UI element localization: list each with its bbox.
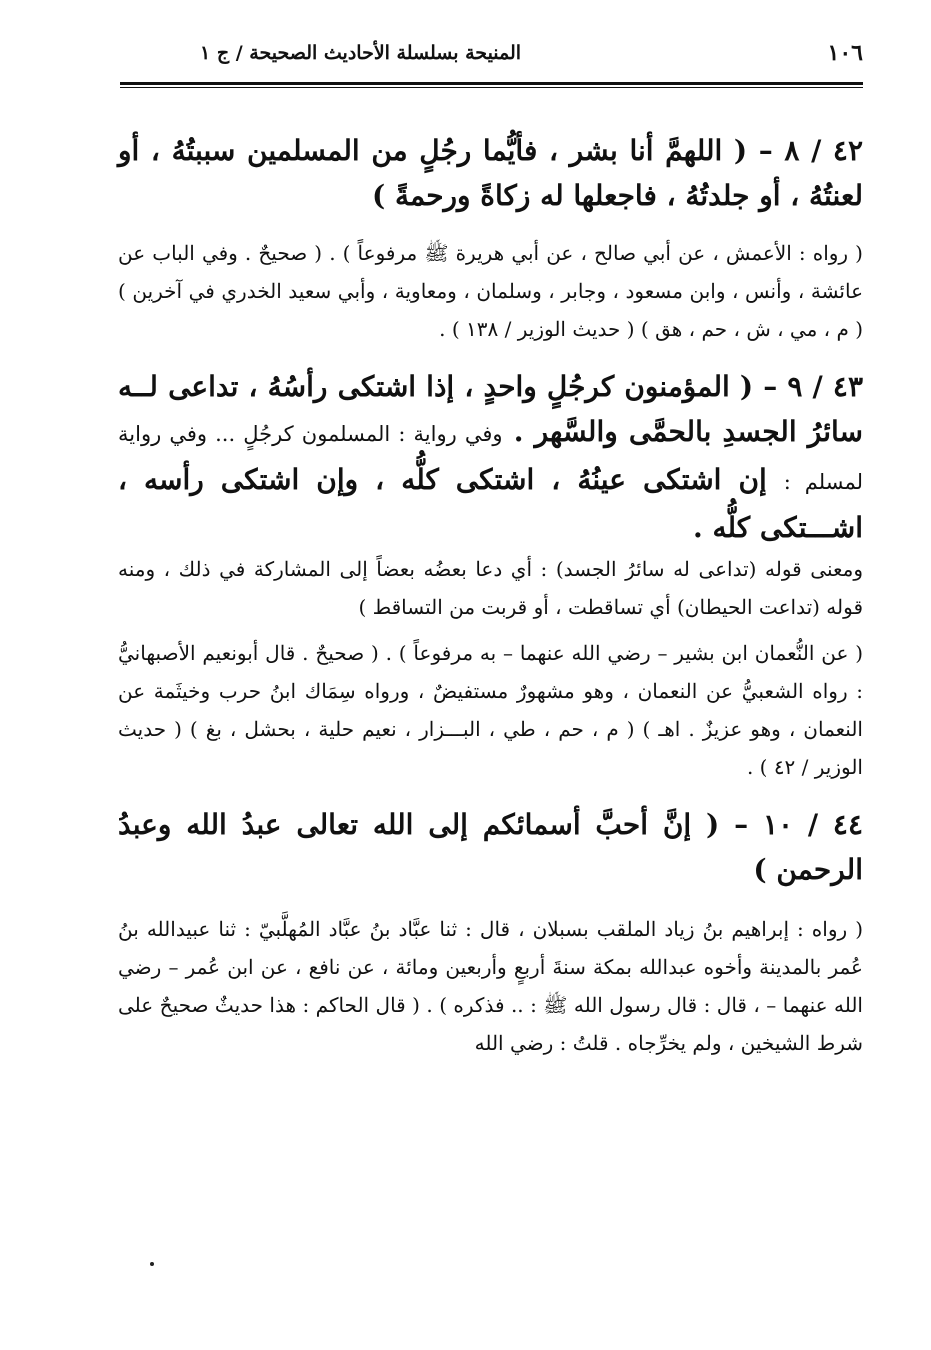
hadith-43-takhrij: ( عن النُّعمان ابن بشير – رضي الله عنهما – به مرفوعاً ) . ( صحيحٌ . قال أبونعيم الأصبهانيُّ : رواه الشعبيُّ عن النعمان ، وهو مشهورٌ مستفيضٌ ، ورواه سِمَاك ابنُ حرب وخيثَمة عن النعمان ، وهو عزيزٌ . اهـ ) ( م ، حم ، طي ، البـــزار ، نعيم حلية ، بحشل ، بغ ) ( حديث الوزير / ٤٢ ) . [118,641,863,779]
hadith-43-variant: إن اشتكى عينُهُ ، اشتكى كلُّه ، وإن اشتكى رأسه ، اشـــتكى كلُّه . [118,463,863,544]
book-title: المنيحة بسلسلة الأحاديث الصحيحة / ج ١ [200,42,522,64]
hadith-44-text: ٤٤ / ١٠ – ( إنَّ أحبَّ أسمائكم إلى الله تعالى عبدُ الله وعبدُ الرحمن ) [118,808,863,886]
hadith-43-main: ٤٣ / ٩ – ( المؤمنون كرجُلٍ واحدٍ ، إذا اشتكى رأسُهُ ، تداعى لــه سائرُ الجسدِ بالحمَّى والسَّهر . [118,370,864,448]
page-content [118,128,863,1078]
hadith-43-text [118,364,863,550]
hadith-42-takhrij: ( رواه : الأعمش ، عن أبي صالح ، عن أبي هريرة ﷺ مرفوعاً ) . ( صحيحٌ . وفي الباب عن عائشة ، وأنس ، وابن مسعود ، وجابر ، وسلمان ، ومعاوية ، وأبي سعيد الخدري في آخرين ) ( م ، مي ، ش ، حم ، هق ) ( حديث الوزير / ١٣٨ ) . [118,241,863,341]
hadith-43-variant-note: وفي رواية : المسلمون كرجُلٍ ... وفي رواية لمسلم : [118,422,863,494]
page-number: ١٠٦ [827,40,863,66]
hadith-44-takhrij: ( رواه : إبراهيم بنُ زياد الملقب بسبلان ، قال : ثنا عبَّاد بنُ عبَّاد المُهلَّبيّ : ثنا عبيدالله بنُ عُمر بالمدينة وأخوه عبدالله بمكة سنةَ أربعٍ وأربعين ومائة ، عن نافع ، عن ابن عُمر – رضي الله عنهما – ، قال : قال رسول الله ﷺ : .. فذكره ) . ( قال الحاكم : هذا حديثٌ صحيحٌ على شرط الشيخين ، ولم يخرِّجاه . قلتُ : رضي الله [118,917,863,1055]
running-header [120,30,863,78]
footer-mark [150,1262,154,1266]
hadith-42-text: ٤٢ / ٨ – ( اللهمَّ أنا بشر ، فأيُّما رجُلٍ من المسلمين سببتُهُ ، أو لعنتُهُ ، أو جلدتُهُ ، فاجعلها له زكاةً ورحمةً ) [118,134,863,212]
hadith-43-meaning: ومعنى قوله (تداعى له سائرُ الجسد) : أي دعا بعضُه بعضاً إلى المشاركة في ذلك ، ومنه قوله (تداعت الحيطان) أي تساقطت ، أو قربت من التساقط ) [118,557,863,619]
header-rule [120,82,863,88]
